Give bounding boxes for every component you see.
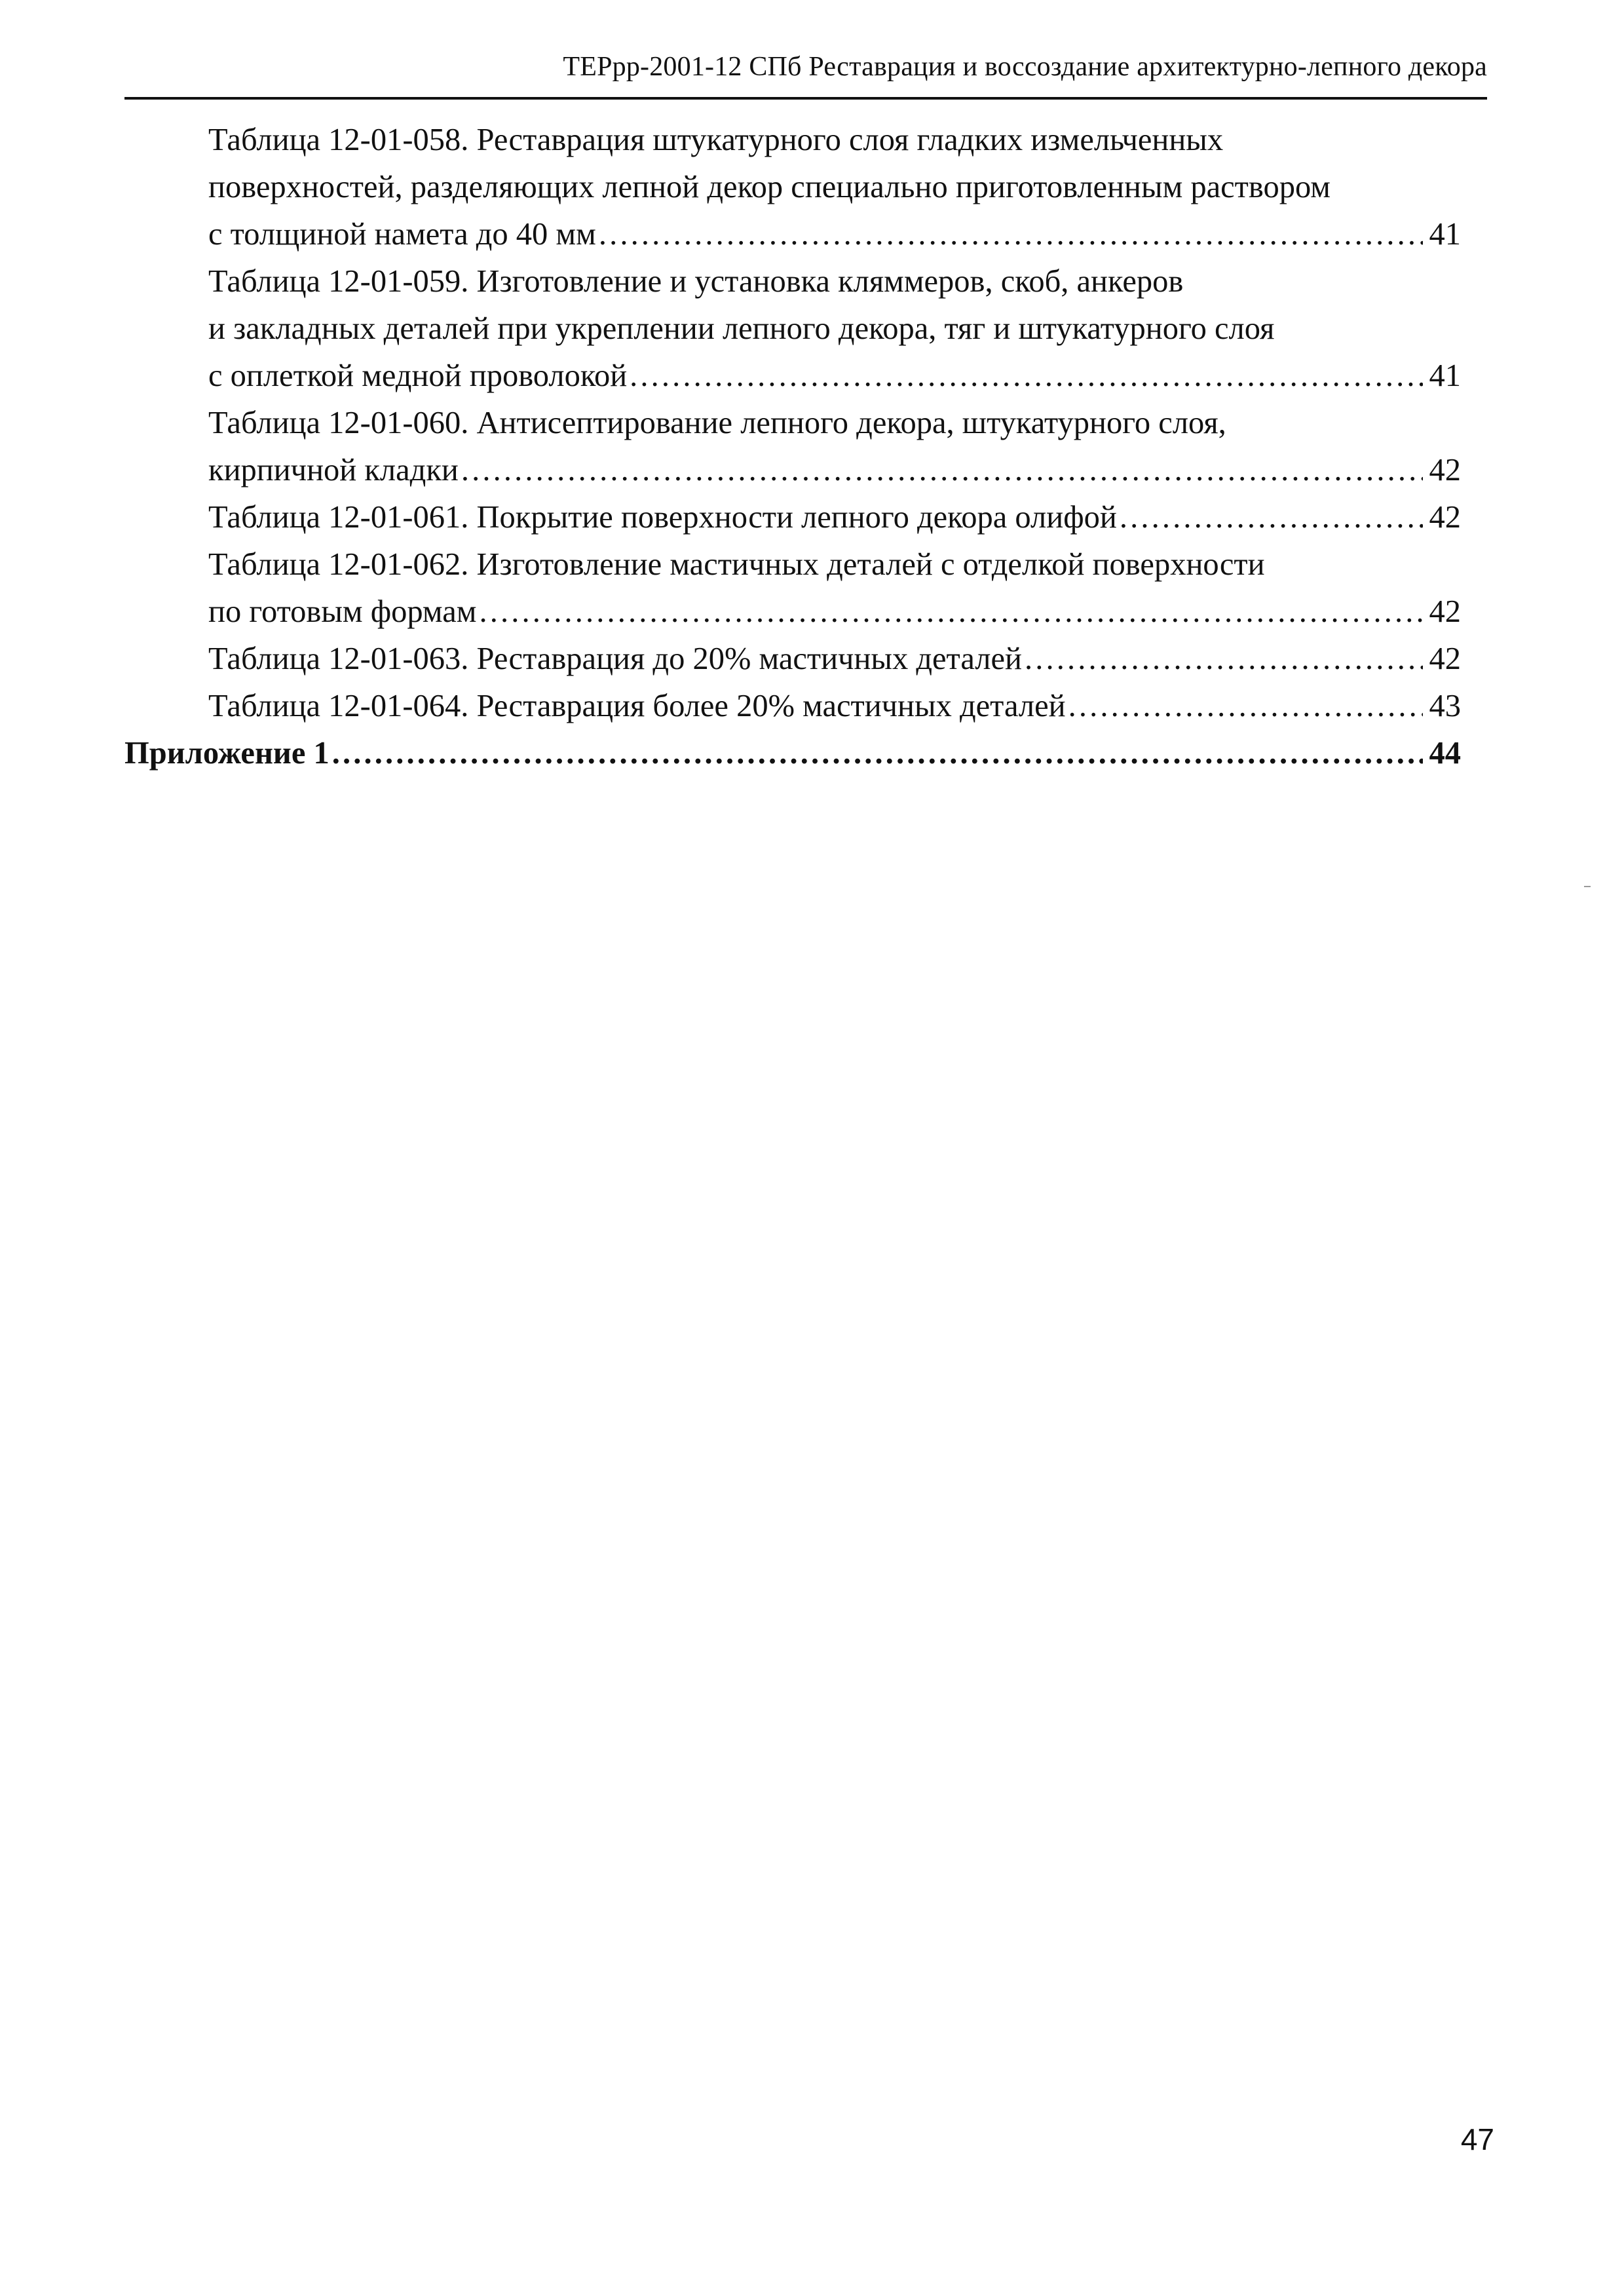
toc-page-number: 41: [1429, 358, 1461, 393]
toc-entry-table-12-01-058[interactable]: [124, 117, 1461, 258]
toc-entry-line: кирпичной кладки: [208, 453, 459, 487]
toc-page-number: 44: [1429, 736, 1461, 771]
toc-entry-line: Таблица 12-01-059. Изготовление и установка кляммеров, скоб, анкеров: [208, 264, 1184, 299]
toc-page-number: 42: [1429, 500, 1461, 535]
toc-entry-table-12-01-062[interactable]: [124, 541, 1461, 636]
toc-entry-line: Таблица 12-01-063. Реставрация до 20% мастичных деталей: [208, 641, 1022, 676]
dot-leader: [1025, 636, 1423, 683]
toc-entry-line: Приложение 1: [124, 736, 330, 771]
toc-entry-line: Таблица 12-01-062. Изготовление мастичных деталей с отделкой поверхности: [208, 547, 1265, 582]
running-header: [124, 46, 1487, 105]
toc-entry-table-12-01-059[interactable]: [124, 258, 1461, 400]
toc-entry-appendix-1[interactable]: [124, 730, 1461, 777]
toc-entry-table-12-01-064[interactable]: [124, 683, 1461, 730]
toc-entry-table-12-01-061[interactable]: [124, 494, 1461, 541]
table-of-contents: [124, 117, 1461, 777]
dot-leader: [1068, 683, 1423, 730]
toc-entry-line: поверхностей, разделяющих лепной декор специально приготовленным раствором: [208, 170, 1331, 204]
header-divider: [124, 97, 1487, 100]
toc-entry-table-12-01-063[interactable]: [124, 636, 1461, 683]
dot-leader: [1120, 494, 1423, 541]
toc-entry-table-12-01-060[interactable]: [124, 400, 1461, 494]
dot-leader: [480, 588, 1423, 636]
dot-leader: [461, 447, 1423, 494]
dot-leader: [599, 211, 1423, 258]
scan-artifact-mark: [1584, 886, 1591, 887]
toc-page-number: 42: [1429, 453, 1461, 487]
toc-entry-line: Таблица 12-01-064. Реставрация более 20% мастичных деталей: [208, 689, 1066, 723]
toc-entry-line: с оплеткой медной проволокой: [208, 358, 628, 393]
document-title: ТЕРрр-2001-12 СПб Реставрация и воссоздание архитектурно-лепного декора: [563, 52, 1487, 82]
toc-page-number: 41: [1429, 217, 1461, 252]
dot-leader: [332, 730, 1423, 777]
toc-entry-line: с толщиной намета до 40 мм: [208, 217, 596, 252]
toc-entry-line: Таблица 12-01-060. Антисептирование лепного декора, штукатурного слоя,: [208, 406, 1226, 440]
toc-page-number: 42: [1429, 641, 1461, 676]
toc-entry-line: по готовым формам: [208, 594, 477, 629]
toc-entry-line: и закладных деталей при укреплении лепного декора, тяг и штукатурного слоя: [208, 311, 1275, 346]
toc-page-number: 43: [1429, 689, 1461, 723]
dot-leader: [630, 353, 1423, 400]
toc-entry-line: Таблица 12-01-058. Реставрация штукатурного слоя гладких измельченных: [208, 123, 1224, 157]
page-number: 47: [1460, 2122, 1494, 2156]
toc-page-number: 42: [1429, 594, 1461, 629]
toc-entry-line: Таблица 12-01-061. Покрытие поверхности лепного декора олифой: [208, 500, 1117, 535]
